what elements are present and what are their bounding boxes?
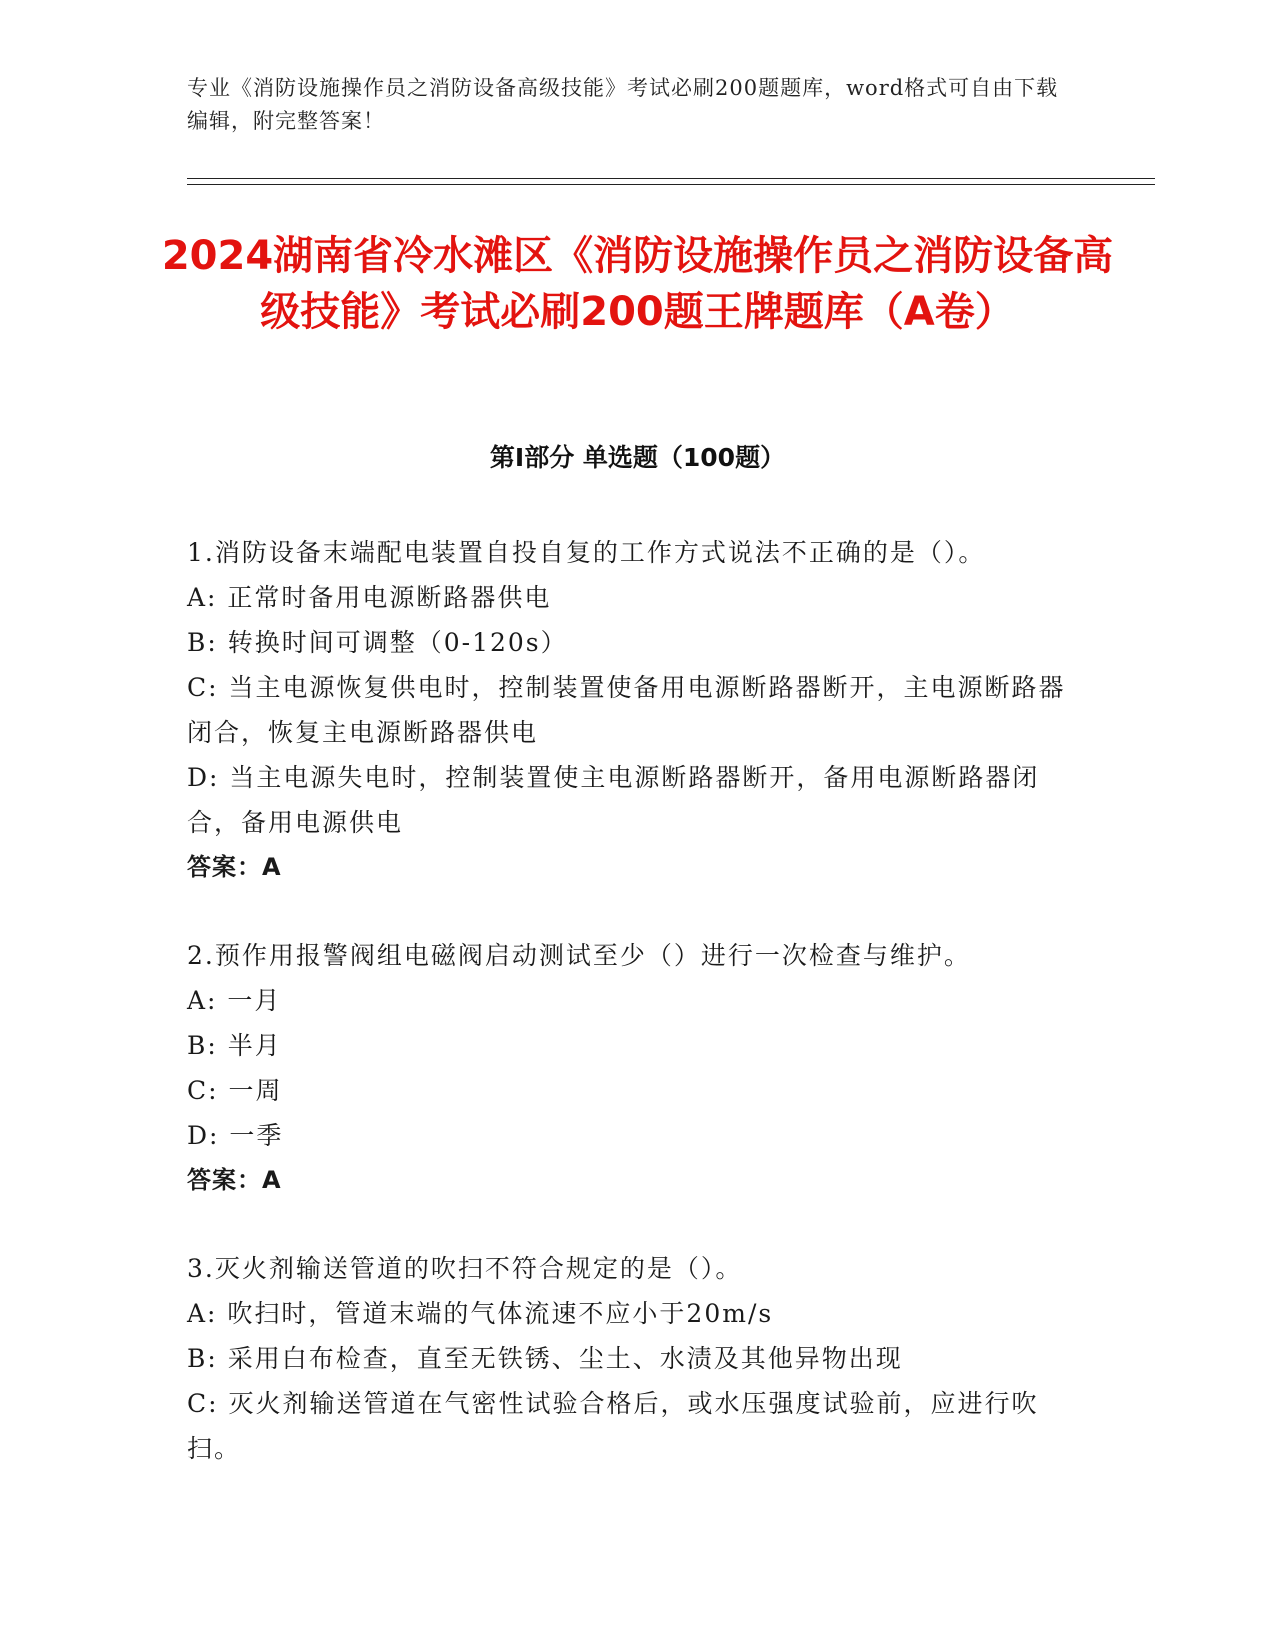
answer: 答案：A: [187, 1166, 282, 1194]
question-2: [187, 933, 1067, 1203]
question-3: [187, 1246, 1067, 1471]
answer: 答案：A: [187, 853, 282, 881]
option-b: B: 转换时间可调整（0-120s）: [187, 628, 568, 657]
header-divider-top: [187, 178, 1155, 179]
header-note: 专业《消防设施操作员之消防设备高级技能》考试必刷200题题库，word格式可自由下载编辑，附完整答案！: [187, 76, 1059, 133]
question-stem: 2.预作用报警阀组电磁阀启动测试至少（）进行一次检查与维护。: [187, 941, 971, 970]
option-a: A: 一月: [187, 986, 282, 1015]
option-d: D: 一季: [187, 1121, 284, 1150]
option-c: C: 灭火剂输送管道在气密性试验合格后，或水压强度试验前，应进行吹扫。: [187, 1389, 1039, 1463]
header-divider-bottom: [187, 184, 1155, 185]
question-stem: 3.灭火剂输送管道的吹扫不符合规定的是（）。: [187, 1254, 743, 1283]
question-list: [187, 530, 1067, 1514]
section-heading: 第I部分 单选题（100题）: [489, 443, 786, 472]
option-b: B: 半月: [187, 1031, 282, 1060]
option-a: A: 吹扫时，管道末端的气体流速不应小于20m/s: [187, 1299, 774, 1328]
option-d: D: 当主电源失电时，控制装置使主电源断路器断开，备用电源断路器闭合，备用电源供电: [187, 763, 1040, 837]
question-stem: 1.消防设备末端配电装置自投自复的工作方式说法不正确的是（）。: [187, 538, 986, 567]
document-title: 2024湖南省冷水滩区《消防设施操作员之消防设备高级技能》考试必刷200题王牌题库（A卷）: [161, 233, 1114, 335]
option-b: B: 采用白布检查，直至无铁锈、尘土、水渍及其他异物出现: [187, 1344, 903, 1373]
option-c: C: 当主电源恢复供电时，控制装置使备用电源断路器断开，主电源断路器闭合，恢复主电源断路器供电: [187, 673, 1066, 747]
option-a: A: 正常时备用电源断路器供电: [187, 583, 552, 612]
option-c: C: 一周: [187, 1076, 283, 1105]
question-1: [187, 530, 1067, 890]
